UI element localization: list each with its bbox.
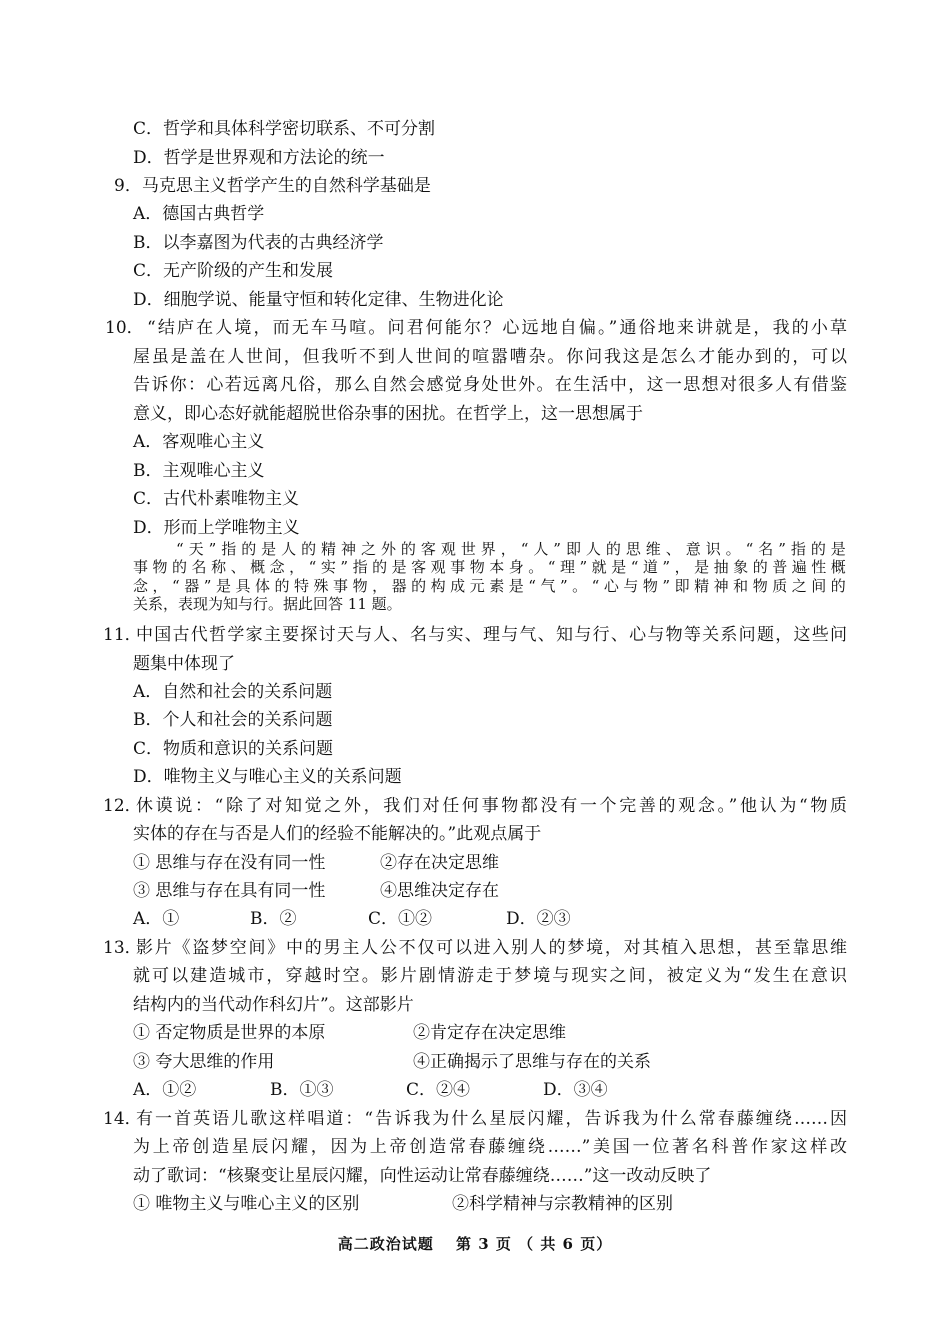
q8-option-c: C．哲学和具体科学密切联系、不可分割 bbox=[133, 119, 436, 139]
material-line-1: “天”指的是人的精神之外的客观世界，“人”即人的思维、意识。“名”指的是 bbox=[176, 540, 846, 558]
q9-stem bbox=[114, 175, 431, 197]
q11-option-d: D．唯物主义与唯心主义的关系问题 bbox=[133, 767, 402, 787]
q11-number: 11． bbox=[103, 625, 142, 645]
q12-stem-line-1: 休谟说：“除了对知觉之外，我们对任何事物都没有一个完善的观念。”他认为“物质 bbox=[136, 796, 847, 816]
q11-stem-line-2: 题集中体现了 bbox=[133, 654, 235, 674]
material-line-4: 关系，表现为知与行。据此回答 11 题。 bbox=[133, 595, 402, 613]
q14-stem-line-1: 有一首英语儿歌这样唱道：“告诉我为什么星辰闪耀，告诉我为什么常春藤缠绕……因 bbox=[136, 1109, 847, 1129]
q10-stem-line-4: 意义，即心态好就能超脱世俗杂事的困扰。在哲学上，这一思想属于 bbox=[133, 404, 643, 424]
q14-number: 14． bbox=[103, 1109, 142, 1129]
q12-item-3: ③ 思维与存在具有同一性 bbox=[133, 881, 326, 901]
q13-option-a: A．①② bbox=[133, 1080, 197, 1100]
q8-option-d: D．哲学是世界观和方法论的统一 bbox=[133, 148, 385, 168]
q14-stem-line-2: 为上帝创造星辰闪耀，因为上帝创造常春藤缠绕……”美国一位著名科普作家这样改 bbox=[133, 1137, 847, 1157]
q11-option-a: A．自然和社会的关系问题 bbox=[133, 682, 333, 702]
q10-stem-line-1: “结庐在人境，而无车马喧。问君何能尔？心远地自偏。”通俗地来讲就是，我的小草 bbox=[147, 318, 847, 338]
q13-item-4: ④正确揭示了思维与存在的关系 bbox=[413, 1052, 651, 1072]
q10-option-c: C．古代朴素唯物主义 bbox=[133, 489, 300, 509]
q10-option-a: A．客观唯心主义 bbox=[133, 432, 265, 452]
q13-stem-line-3: 结构内的当代动作科幻片”。这部影片 bbox=[133, 995, 414, 1015]
q9-option-a: A．德国古典哲学 bbox=[133, 204, 265, 224]
q14-item-2: ②科学精神与宗教精神的区别 bbox=[452, 1194, 673, 1214]
q10-number: 10． bbox=[105, 318, 144, 338]
q13-option-d: D．③④ bbox=[543, 1080, 608, 1100]
q12-option-c: C．①② bbox=[368, 909, 433, 929]
q10-option-b: B．主观唯心主义 bbox=[133, 461, 265, 481]
material-line-3: 念，“器”是具体的特殊事物，器的构成元素是“气”。“心与物”即精神和物质之间的 bbox=[133, 577, 846, 595]
q10-stem-line-2: 屋虽是盖在人世间，但我听不到人世间的喧嚣嘈杂。你问我这是怎么才能办到的，可以 bbox=[133, 347, 847, 367]
q13-number: 13． bbox=[103, 938, 142, 958]
q13-stem-line-2: 就可以建造城市，穿越时空。影片剧情游走于梦境与现实之间，被定义为“发生在意识 bbox=[133, 966, 847, 986]
q13-item-2: ②肯定存在决定思维 bbox=[413, 1023, 566, 1043]
q11-option-c: C．物质和意识的关系问题 bbox=[133, 739, 334, 759]
q9-option-c: C．无产阶级的产生和发展 bbox=[133, 261, 334, 281]
q9-option-b: B．以李嘉图为代表的古典经济学 bbox=[133, 233, 384, 253]
q9-option-d: D．细胞学说、能量守恒和转化定律、生物进化论 bbox=[133, 290, 504, 310]
q10-option-d: D．形而上学唯物主义 bbox=[133, 518, 300, 538]
q11-stem-line-1: 中国古代哲学家主要探讨天与人、名与实、理与气、知与行、心与物等关系问题，这些问 bbox=[136, 625, 847, 645]
q11-option-b: B．个人和社会的关系问题 bbox=[133, 710, 333, 730]
q12-item-4: ④思维决定存在 bbox=[380, 881, 499, 901]
q13-option-b: B．①③ bbox=[270, 1080, 334, 1100]
q14-item-1: ① 唯物主义与唯心主义的区别 bbox=[133, 1194, 360, 1214]
q12-number: 12． bbox=[103, 796, 142, 816]
q12-option-d: D．②③ bbox=[506, 909, 571, 929]
q12-stem-line-2: 实体的存在与否是人们的经验不能解决的。”此观点属于 bbox=[133, 824, 542, 844]
q12-item-1: ① 思维与存在没有同一性 bbox=[133, 853, 326, 873]
q9-number: 9． bbox=[114, 176, 142, 196]
q13-option-c: C．②④ bbox=[406, 1080, 471, 1100]
q13-stem-line-1: 影片《盗梦空间》中的男主人公不仅可以进入别人的梦境，对其植入思想，甚至靠思维 bbox=[136, 938, 847, 958]
q12-option-a: A．① bbox=[133, 909, 180, 929]
q12-option-b: B．② bbox=[250, 909, 297, 929]
q13-item-3: ③ 夸大思维的作用 bbox=[133, 1052, 275, 1072]
material-line-2: 事物的名称、概念，“实”指的是客观事物本身。“理”就是“道”，是抽象的普遍性概 bbox=[133, 558, 846, 576]
page-footer: 高二政治试题 第 3 页 （ 共 6 页） bbox=[337, 1235, 613, 1253]
q9-stem-text: 马克思主义哲学产生的自然科学基础是 bbox=[141, 176, 431, 196]
q13-item-1: ① 否定物质是世界的本原 bbox=[133, 1023, 326, 1043]
q10-stem-line-3: 告诉你：心若远离凡俗，那么自然会感觉身处世外。在生活中，这一思想对很多人有借鉴 bbox=[133, 375, 847, 395]
q12-item-2: ②存在决定思维 bbox=[380, 853, 499, 873]
q14-stem-line-3: 动了歌词：“核聚变让星辰闪耀，向性运动让常春藤缠绕……”这一改动反映了 bbox=[133, 1166, 712, 1186]
